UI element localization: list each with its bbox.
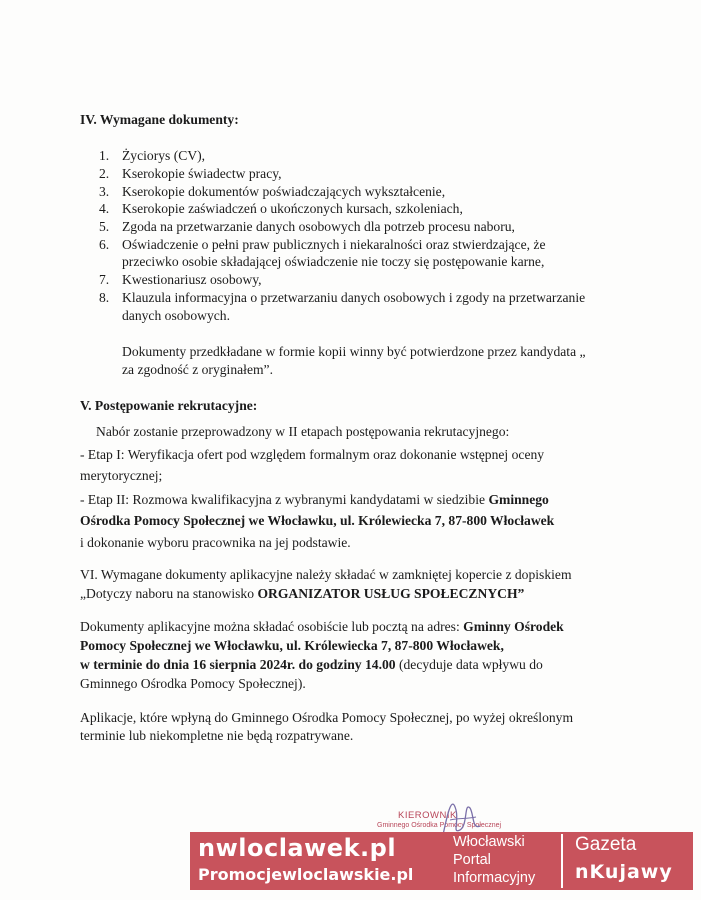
list-item-number: 7. bbox=[99, 272, 110, 287]
banner-divider bbox=[561, 834, 563, 888]
submission-address-bold: Gminny Ośrodek bbox=[463, 619, 564, 634]
stage-1-text-line2: merytorycznej; bbox=[80, 468, 163, 483]
stage-2-address: Ośrodka Pomocy Społecznej we Włocławku, ul. Królewiecka 7, 87-800 Włocławek bbox=[80, 513, 555, 528]
site-name-primary: nwloclawek.pl bbox=[198, 834, 397, 862]
section-vi-text-line2 bbox=[80, 586, 524, 602]
copies-note: Dokumenty przedkładane w formie kopii winny być potwierdzone przez kandydata „ bbox=[122, 344, 586, 359]
gazeta-label: Gazeta bbox=[575, 834, 637, 855]
stage-2-text bbox=[80, 492, 549, 508]
list-item-number: 8. bbox=[99, 290, 110, 305]
stamp-line: Gminnego Ośrodka Pomocy Społecznej bbox=[377, 822, 502, 829]
gazeta-name: nKujawy bbox=[575, 861, 673, 883]
submission-text bbox=[80, 619, 564, 635]
list-item-number: 6. bbox=[99, 237, 110, 252]
list-item-number: 1. bbox=[99, 148, 110, 163]
copies-note-line2: za zgodność z oryginałem”. bbox=[122, 362, 273, 377]
list-item: Kserokopie zaświadczeń o ukończonych kursach, szkoleniach, bbox=[122, 201, 463, 216]
stamp-title: KIEROWNIK bbox=[398, 810, 457, 821]
list-item-continuation: przeciwko osobie składającej oświadczenie nie toczy się postępowanie karne, bbox=[122, 254, 545, 269]
late-applications-text-line2: terminie lub niekompletne nie będą rozpatrywane. bbox=[80, 728, 354, 743]
stage-1-text: - Etap I: Weryfikacja ofert pod względem formalnym oraz dokonanie wstępnej oceny bbox=[80, 447, 545, 462]
list-item-number: 2. bbox=[99, 166, 110, 181]
list-item: Kserokopie świadectw pracy, bbox=[122, 166, 282, 181]
submission-text-a: Dokumenty aplikacyjne można składać osobiście lub pocztą na adres: bbox=[80, 619, 464, 634]
list-item-continuation: danych osobowych. bbox=[122, 308, 230, 323]
list-item: Zgoda na przetwarzanie danych osobowych dla potrzeb procesu naboru, bbox=[122, 219, 515, 234]
portal-label-3: Informacyjny bbox=[453, 870, 536, 886]
portal-label-2: Portal bbox=[453, 852, 491, 868]
portal-label-1: Włocławski bbox=[453, 834, 525, 850]
list-item: Klauzula informacyjna o przetwarzaniu danych osobowych i zgody na przetwarzanie bbox=[122, 290, 586, 305]
section-iv-title: IV. Wymagane dokumenty: bbox=[80, 112, 239, 127]
list-item-number: 4. bbox=[99, 201, 110, 216]
stage-2-text-line3: i dokonanie wyboru pracownika na jej podstawie. bbox=[80, 535, 351, 550]
deadline-text bbox=[80, 657, 543, 673]
stage-2-text-bold: Gminnego bbox=[488, 492, 549, 507]
list-item-number: 3. bbox=[99, 184, 110, 199]
list-item: Kwestionariusz osobowy, bbox=[122, 272, 262, 287]
list-item-number: 5. bbox=[99, 219, 110, 234]
position-name: ORGANIZATOR USŁUG SPOŁECZNYCH” bbox=[257, 586, 525, 601]
deadline-text-line4: Gminnego Ośrodka Pomocy Społecznej). bbox=[80, 676, 306, 691]
stage-2-text-a: - Etap II: Rozmowa kwalifikacyjna z wybranymi kandydatami w siedzibie bbox=[80, 492, 489, 507]
late-applications-text: Aplikacje, które wpłyną do Gminnego Ośrodka Pomocy Społecznej, po wyżej określonym bbox=[80, 710, 574, 725]
deadline-note: (decyduje data wpływu do bbox=[395, 657, 543, 672]
list-item: Oświadczenie o pełni praw publicznych i niekaralności oraz stwierdzające, że bbox=[122, 237, 546, 252]
section-v-title: V. Postępowanie rekrutacyjne: bbox=[80, 398, 258, 413]
submission-address: Pomocy Społecznej we Włocławku, ul. Królewiecka 7, 87-800 Włocławek, bbox=[80, 638, 504, 653]
deadline-bold: w terminie do dnia 16 sierpnia 2024r. do godziny 14.00 bbox=[80, 657, 396, 672]
section-vi-text-a: „Dotyczy naboru na stanowisko bbox=[80, 586, 258, 601]
site-name-secondary: Promocjewloclawskie.pl bbox=[198, 865, 414, 884]
section-vi-text: VI. Wymagane dokumenty aplikacyjne należy składać w zamkniętej kopercie z dopiskiem bbox=[80, 567, 572, 582]
list-item: Życiorys (CV), bbox=[122, 148, 206, 163]
list-item: Kserokopie dokumentów poświadczających wykształcenie, bbox=[122, 184, 446, 199]
watermark-banner bbox=[190, 832, 693, 890]
recruitment-intro: Nabór zostanie przeprowadzony w II etapach postępowania rekrutacyjnego: bbox=[96, 424, 510, 439]
